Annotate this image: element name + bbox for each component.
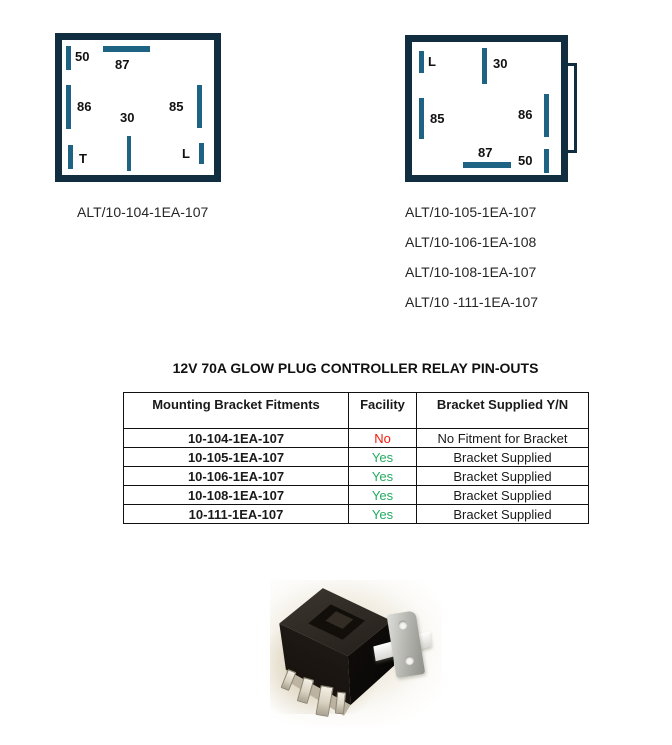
- part-number-106: ALT/10-106-1EA-108: [405, 234, 537, 250]
- part-number-104: ALT/10-104-1EA-107: [77, 204, 209, 220]
- table-row: [124, 448, 589, 467]
- cell-supplied: Bracket Supplied: [417, 467, 589, 486]
- table-title: 12V 70A GLOW PLUG CONTROLLER RELAY PIN-OUTS: [172, 360, 539, 376]
- pin-label-50: 50: [75, 49, 90, 64]
- table-row: [124, 467, 589, 486]
- cell-facility: [349, 486, 417, 505]
- pin-bar-86: [66, 85, 71, 129]
- pin-label-85: 85: [169, 99, 184, 114]
- cell-supplied: Bracket Supplied: [417, 505, 589, 524]
- cell-fitment: 10-106-1EA-107: [124, 467, 349, 486]
- pin-bar-L: [419, 51, 424, 73]
- cell-fitment: 10-105-1EA-107: [124, 448, 349, 467]
- cell-facility: [349, 429, 417, 448]
- pin-bar-30: [482, 48, 487, 84]
- part-number-108: ALT/10-108-1EA-107: [405, 264, 537, 280]
- pin-label-50: 50: [518, 153, 533, 168]
- pinout-diagram-104: [55, 33, 221, 182]
- pin-label-L: L: [428, 54, 436, 69]
- pin-bar-85: [419, 98, 424, 139]
- facility-value: Yes: [371, 506, 394, 522]
- facility-value: Yes: [371, 468, 394, 484]
- pin-bar-50: [544, 149, 549, 173]
- cell-supplied: Bracket Supplied: [417, 448, 589, 467]
- table-row: [124, 505, 589, 524]
- facility-value: No: [374, 430, 391, 446]
- pin-label-87: 87: [478, 145, 493, 160]
- pin-label-85: 85: [430, 111, 445, 126]
- facility-value: Yes: [371, 487, 394, 503]
- pin-bar-L: [199, 143, 204, 164]
- header-facility: Facility: [349, 393, 417, 429]
- pin-bar-86: [544, 94, 549, 137]
- header-fitments: Mounting Bracket Fitments: [124, 393, 349, 429]
- table-row: [124, 486, 589, 505]
- pin-bar-50: [66, 46, 71, 70]
- pinout-diagram-105: [405, 35, 568, 182]
- facility-value: Yes: [371, 449, 394, 465]
- pin-bar-T: [68, 145, 73, 169]
- pin-label-86: 86: [77, 99, 92, 114]
- cell-facility: [349, 505, 417, 524]
- pin-label-30: 30: [120, 110, 135, 125]
- pin-label-86: 86: [518, 107, 533, 122]
- pin-label-L: L: [182, 146, 190, 161]
- part-number-111: ALT/10 -111-1EA-107: [405, 294, 539, 310]
- table-header-row: [124, 393, 589, 429]
- cell-fitment: 10-111-1EA-107: [124, 505, 349, 524]
- part-number-105: ALT/10-105-1EA-107: [405, 204, 537, 220]
- pin-bar-30: [127, 136, 131, 171]
- pin-bar-85: [197, 85, 202, 128]
- cell-facility: [349, 448, 417, 467]
- pin-bar-87: [103, 46, 150, 52]
- cell-fitment: 10-108-1EA-107: [124, 486, 349, 505]
- bracket-plate: [387, 610, 426, 678]
- header-supplied: Bracket Supplied Y/N: [417, 393, 589, 429]
- cell-supplied: No Fitment for Bracket: [417, 429, 589, 448]
- pin-label-T: T: [79, 151, 87, 166]
- fitment-table: [123, 392, 589, 524]
- table-row: [124, 429, 589, 448]
- cell-supplied: Bracket Supplied: [417, 486, 589, 505]
- cell-facility: [349, 467, 417, 486]
- pin-label-30: 30: [493, 56, 508, 71]
- relay-photo: [270, 580, 442, 726]
- pin-label-87: 87: [115, 57, 130, 72]
- mounting-bracket: [375, 608, 442, 688]
- cell-fitment: 10-104-1EA-107: [124, 429, 349, 448]
- pin-bar-87: [463, 162, 511, 168]
